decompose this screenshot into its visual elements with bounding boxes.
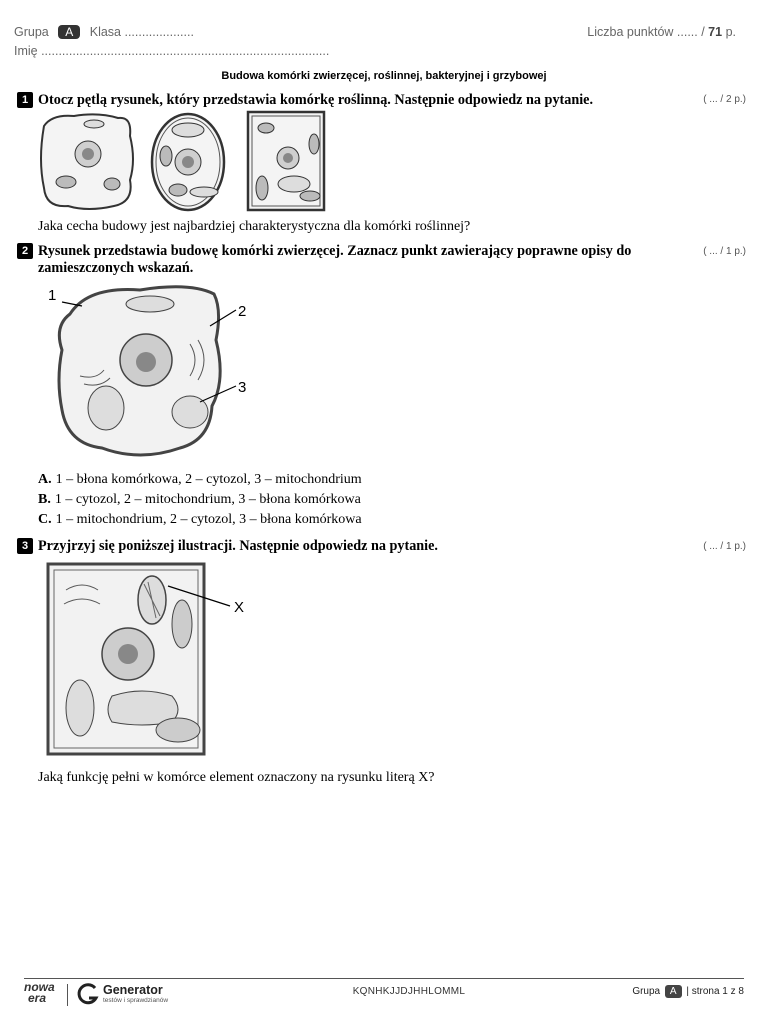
question-3-number: 3 bbox=[17, 538, 33, 554]
option-a-letter: A. bbox=[38, 472, 52, 487]
option-a-text: 1 – błona komórkowa, 2 – cytozol, 3 – mitochondrium bbox=[55, 472, 362, 487]
option-c-letter: C. bbox=[38, 512, 52, 527]
animal-cell-drawing bbox=[41, 114, 133, 209]
points-suffix: p. bbox=[725, 25, 736, 39]
option-c[interactable] bbox=[38, 512, 362, 528]
points-prefix: Liczba punktów ...... / bbox=[587, 25, 705, 39]
generator-subtitle: testów i sprawdzianów bbox=[103, 996, 169, 1004]
generator-title: Generator bbox=[103, 982, 163, 997]
question-2-points: ( ... / 1 p.) bbox=[703, 246, 746, 257]
logo-bottom: era bbox=[28, 991, 47, 1005]
question-3-text: Przyjrzyj się poniższej ilustracji. Następnie odpowiedz na pytanie. bbox=[38, 538, 438, 554]
option-b[interactable] bbox=[38, 492, 361, 508]
page-title: Budowa komórki zwierzęcej, roślinnej, bakteryjnej i grzybowej bbox=[221, 70, 547, 82]
document-code: KQNHKJJDJHHLOMML bbox=[352, 986, 466, 997]
grupa-badge: A bbox=[58, 25, 80, 39]
question-2-prompt bbox=[17, 243, 657, 277]
question-1-text: Otocz pętlą rysunek, który przedstawia komórkę roślinną. Następnie odpowiedz na pytanie. bbox=[38, 92, 594, 108]
grupa-label: Grupa bbox=[14, 25, 49, 39]
logo-top: nowa bbox=[24, 980, 55, 994]
question-2-animal-cell-figure bbox=[40, 280, 260, 464]
label-2: 2 bbox=[238, 303, 247, 320]
question-3-question: Jaką funkcję pełni w komórce element oznaczony na rysunku literą X? bbox=[38, 770, 435, 785]
footer-page-number: | strona 1 z 8 bbox=[686, 986, 744, 997]
question-1-prompt bbox=[17, 92, 657, 109]
option-c-text: 1 – mitochondrium, 2 – cytozol, 3 – błona komórkowa bbox=[55, 512, 362, 527]
option-b-text: 1 – cytozol, 2 – mitochondrium, 3 – błona komórkowa bbox=[54, 492, 361, 507]
footer-group-label: Grupa bbox=[632, 986, 661, 997]
klasa-label: Klasa .................... bbox=[89, 25, 194, 39]
question-1-points: ( ... / 2 p.) bbox=[703, 94, 746, 105]
points-total-value: 71 bbox=[708, 25, 723, 39]
label-3: 3 bbox=[238, 379, 247, 396]
question-1-cells-figure bbox=[38, 110, 338, 214]
question-2-text-line1: Rysunek przedstawia budowę komórki zwierzęcej. Zaznacz punkt zawierający poprawne opisy do bbox=[38, 243, 632, 259]
footer-page-info bbox=[632, 985, 744, 998]
question-3-prompt bbox=[17, 538, 657, 555]
question-3-points: ( ... / 1 p.) bbox=[703, 541, 746, 552]
question-1-number: 1 bbox=[17, 92, 33, 108]
footer-group-badge: A bbox=[665, 985, 682, 998]
question-2-number: 2 bbox=[17, 243, 33, 259]
imie-row: Imię ................................................................................... bbox=[14, 44, 330, 58]
question-3-plant-cell-figure bbox=[42, 560, 262, 762]
question-2-text-line2: zamieszczonych wskazań. bbox=[38, 260, 194, 276]
label-1: 1 bbox=[48, 287, 57, 304]
footer-divider bbox=[24, 978, 744, 979]
points-total bbox=[587, 25, 736, 39]
label-x: X bbox=[234, 599, 245, 616]
header-group-row bbox=[14, 25, 194, 39]
plant-cell-drawing bbox=[248, 112, 324, 210]
option-b-letter: B. bbox=[38, 492, 51, 507]
option-a[interactable] bbox=[38, 472, 362, 488]
question-1-question: Jaka cecha budowy jest najbardziej charakterystyczna dla komórki roślinnej? bbox=[38, 219, 471, 234]
oval-cell-drawing bbox=[152, 114, 224, 210]
